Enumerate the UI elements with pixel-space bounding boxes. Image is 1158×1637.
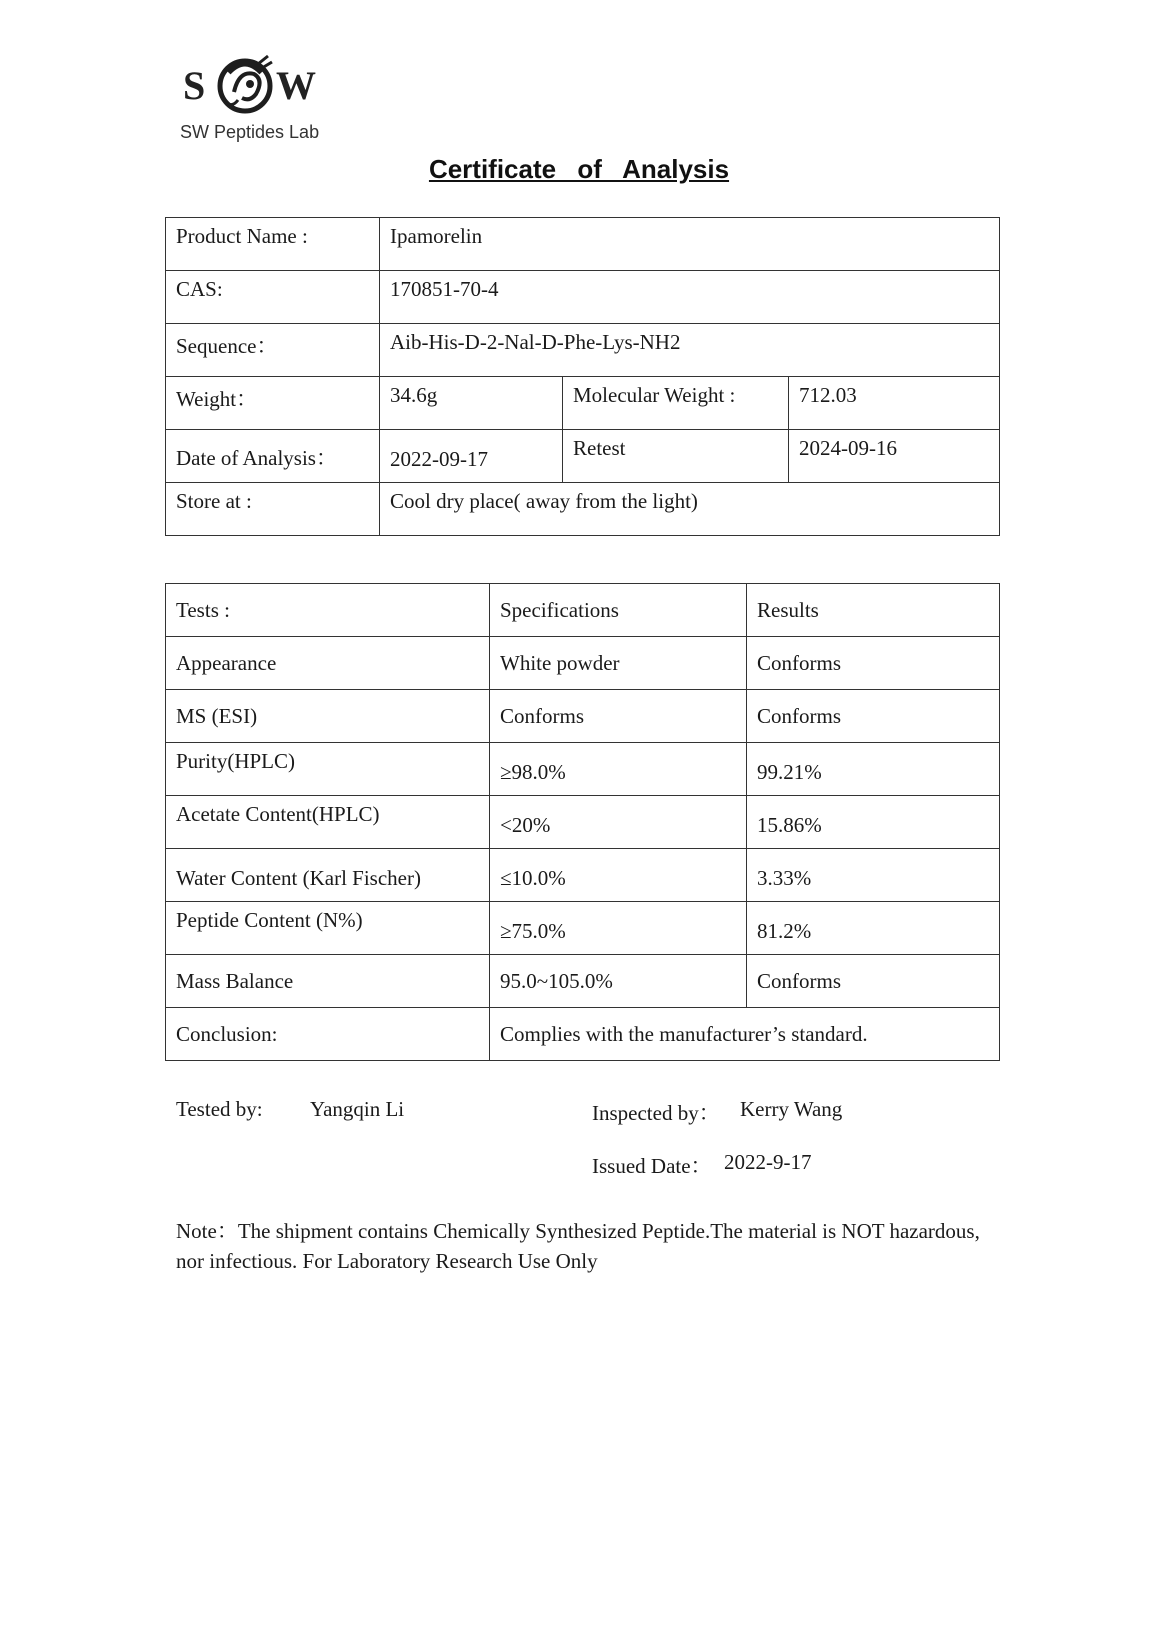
test-result: Conforms — [747, 955, 1000, 1008]
column-header-results: Results — [747, 584, 1000, 637]
date-of-analysis-label: Date of Analysis： — [166, 430, 380, 483]
molecular-weight-value: 712.03 — [789, 377, 1000, 430]
inspected-by-value: Kerry Wang — [740, 1097, 843, 1121]
table-row — [166, 483, 1000, 536]
date-of-analysis-value: 2022-09-17 — [380, 430, 563, 483]
test-specification: ≥98.0% — [490, 743, 747, 796]
table-row — [166, 796, 1000, 849]
molecular-weight-label: Molecular Weight : — [563, 377, 789, 430]
test-specification: <20% — [490, 796, 747, 849]
table-row — [166, 271, 1000, 324]
product-name-label: Product Name : — [166, 218, 380, 271]
product-name-value: Ipamorelin — [380, 218, 1000, 271]
test-name: Appearance — [166, 637, 490, 690]
test-name: Water Content (Karl Fischer) — [166, 849, 490, 902]
table-row — [166, 849, 1000, 902]
table-row — [166, 324, 1000, 377]
logo-mark — [180, 50, 340, 120]
test-name: Mass Balance — [166, 955, 490, 1008]
test-name: Peptide Content (N%) — [166, 902, 490, 955]
weight-label: Weight： — [166, 377, 380, 430]
table-row — [166, 743, 1000, 796]
store-at-label: Store at : — [166, 483, 380, 536]
test-result: 99.21% — [747, 743, 1000, 796]
conclusion-label: Conclusion: — [166, 1008, 490, 1061]
table-row — [166, 955, 1000, 1008]
table-row — [166, 430, 1000, 483]
column-header-tests: Tests : — [166, 584, 490, 637]
test-result: Conforms — [747, 637, 1000, 690]
weight-value: 34.6g — [380, 377, 563, 430]
inspected-by-label: Inspected by： — [592, 1101, 720, 1125]
issued-date-label: Issued Date： — [592, 1154, 712, 1178]
table-row — [166, 690, 1000, 743]
conclusion-value: Complies with the manufacturer’s standard. — [490, 1008, 1000, 1061]
cas-value: 170851-70-4 — [380, 271, 1000, 324]
logo-text: SW Peptides Lab — [180, 122, 320, 142]
table-header-row — [166, 584, 1000, 637]
retest-value: 2024-09-16 — [789, 430, 1000, 483]
cas-label: CAS: — [166, 271, 380, 324]
table-row — [166, 218, 1000, 271]
logo-letter-w: W — [276, 63, 316, 108]
column-header-specifications: Specifications — [490, 584, 747, 637]
tests-table — [165, 583, 1000, 1061]
table-row — [166, 1008, 1000, 1061]
shipment-note: Note：The shipment contains Chemically Synthesized Peptide.The material is NOT hazardous, nor infectious. For Laboratory Research Use Only — [176, 1219, 980, 1273]
test-specification: ≥75.0% — [490, 902, 747, 955]
test-result: 15.86% — [747, 796, 1000, 849]
store-at-value: Cool dry place( away from the light) — [380, 483, 1000, 536]
sequence-value: Aib-His-D-2-Nal-D-Phe-Lys-NH2 — [380, 324, 1000, 377]
test-result: 3.33% — [747, 849, 1000, 902]
test-specification: White powder — [490, 637, 747, 690]
test-name: MS (ESI) — [166, 690, 490, 743]
test-result: 81.2% — [747, 902, 1000, 955]
page-title: Certificate of Analysis — [428, 154, 730, 184]
test-name: Purity(HPLC) — [166, 743, 490, 796]
logo-letter-s: S — [183, 63, 206, 108]
test-specification: Conforms — [490, 690, 747, 743]
product-info-table — [165, 217, 1000, 536]
issued-date-value: 2022-9-17 — [724, 1150, 812, 1174]
retest-label: Retest — [563, 430, 789, 483]
table-row — [166, 377, 1000, 430]
company-logo — [180, 50, 360, 150]
test-specification: ≤10.0% — [490, 849, 747, 902]
tested-by-value: Yangqin Li — [310, 1097, 405, 1121]
sequence-label: Sequence： — [166, 324, 380, 377]
test-name: Acetate Content(HPLC) — [166, 796, 490, 849]
test-specification: 95.0~105.0% — [490, 955, 747, 1008]
test-result: Conforms — [747, 690, 1000, 743]
tested-by-label: Tested by: — [176, 1097, 263, 1121]
logo-emblem-icon — [214, 50, 276, 120]
table-row — [166, 637, 1000, 690]
table-row — [166, 902, 1000, 955]
